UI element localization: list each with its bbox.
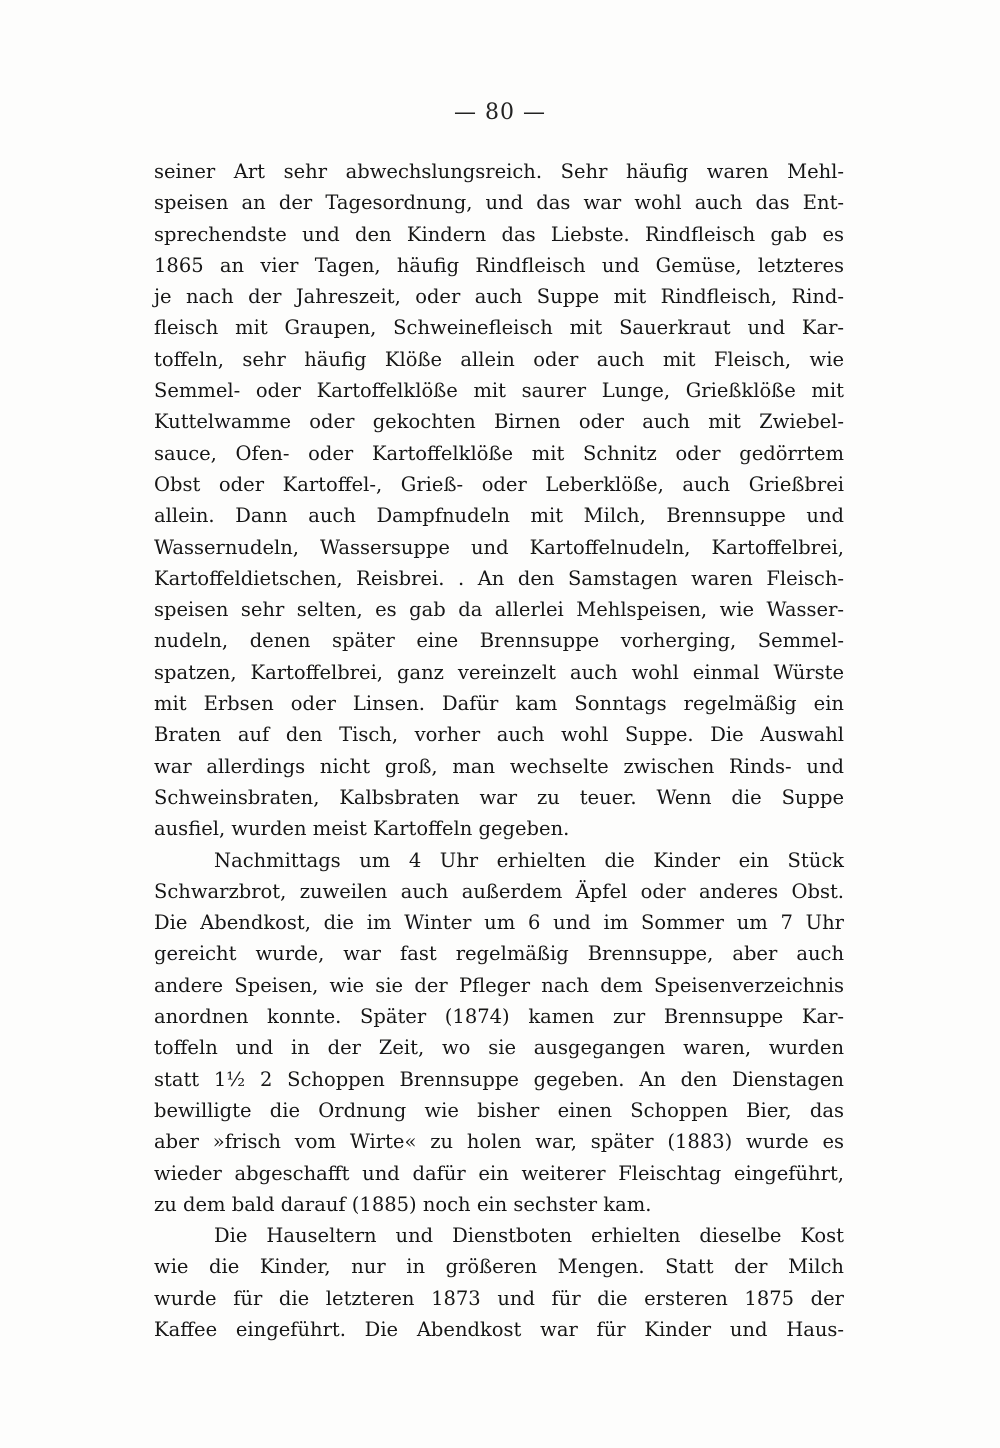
text-line: Semmel- oder Kartoffelklöße mit saurer Lunge, Grießklöße mit xyxy=(154,379,844,403)
text-line: andere Speisen, wie sie der Pfleger nach dem Speisenverzeichnis xyxy=(154,973,844,997)
text-line: anordnen konnte. Später (1874) kamen zur Brennsuppe Kar- xyxy=(154,1005,844,1029)
text-line: Kartoffeldietschen, Reisbrei. . An den Samstagen waren Fleisch- xyxy=(154,566,844,590)
text-line: wurde für die letzteren 1873 und für die ersteren 1875 der xyxy=(154,1286,844,1310)
text-line: speisen an der Tagesordnung, und das war wohl auch das Ent- xyxy=(154,191,844,215)
paragraph xyxy=(154,1220,844,1345)
text-line: wieder abgeschafft und dafür ein weiterer Fleischtag eingeführt, xyxy=(154,1161,844,1185)
text-line: Wassernudeln, Wassersuppe und Kartoffelnudeln, Kartoffelbrei, xyxy=(154,535,844,559)
text-line: 1865 an vier Tagen, häufig Rindfleisch und Gemüse, letzteres xyxy=(154,253,844,277)
text-line: wie die Kinder, nur in größeren Mengen. Statt der Milch xyxy=(154,1255,844,1279)
paragraph xyxy=(154,845,844,1221)
text-line: zu dem bald darauf (1885) noch ein sechster kam. xyxy=(154,1192,652,1216)
text-line: Kaffee eingeführt. Die Abendkost war für Kinder und Haus- xyxy=(154,1317,844,1341)
text-line: statt 1½ 2 Schoppen Brennsuppe gegeben. An den Dienstagen xyxy=(154,1067,844,1091)
text-line: aber »frisch vom Wirte« zu holen war, später (1883) wurde es xyxy=(154,1130,844,1154)
text-line: ausfiel, wurden meist Kartoffeln gegeben. xyxy=(154,817,570,841)
text-line: sauce, Ofen- oder Kartoffelklöße mit Schnitz oder gedörrtem xyxy=(154,441,844,465)
text-line: toffeln und in der Zeit, wo sie ausgegangen waren, wurden xyxy=(154,1036,844,1060)
text-line: fleisch mit Graupen, Schweinefleisch mit Sauerkraut und Kar- xyxy=(154,316,844,340)
text-line: speisen sehr selten, es gab da allerlei Mehlspeisen, wie Wasser- xyxy=(154,598,844,622)
text-line: nudeln, denen später eine Brennsuppe vorherging, Semmel- xyxy=(154,629,844,653)
text-line: Schweinsbraten, Kalbsbraten war zu teuer. Wenn die Suppe xyxy=(154,785,844,809)
text-line: allein. Dann auch Dampfnudeln mit Milch, Brennsuppe und xyxy=(154,504,844,528)
paragraph xyxy=(154,156,844,845)
text-line: spatzen, Kartoffelbrei, ganz vereinzelt auch wohl einmal Würste xyxy=(154,660,844,684)
text-line: seiner Art sehr abwechslungsreich. Sehr häufig waren Mehl- xyxy=(154,160,844,183)
text-line: Nachmittags um 4 Uhr erhielten die Kinder ein Stück xyxy=(214,848,844,872)
text-line: mit Erbsen oder Linsen. Dafür kam Sonntags regelmäßig ein xyxy=(154,692,844,716)
text-line: bewilligte die Ordnung wie bisher einen Schoppen Bier, das xyxy=(154,1098,844,1122)
text-line: war allerdings nicht groß, man wechselte zwischen Rinds- und xyxy=(154,754,844,778)
text-line: Die Hauseltern und Dienstboten erhielten dieselbe Kost xyxy=(214,1224,844,1248)
text-line: Braten auf den Tisch, vorher auch wohl Suppe. Die Auswahl xyxy=(154,723,844,747)
text-line: Die Abendkost, die im Winter um 6 und im Sommer um 7 Uhr xyxy=(154,911,844,935)
text-line: Schwarzbrot, zuweilen auch außerdem Äpfel oder anderes Obst. xyxy=(154,879,844,903)
text-line: sprechendste und den Kindern das Liebste. Rindfleisch gab es xyxy=(154,222,844,246)
text-line: Obst oder Kartoffel-, Grieß- oder Leberklöße, auch Grießbrei xyxy=(154,472,844,496)
text-line: gereicht wurde, war fast regelmäßig Brennsuppe, aber auch xyxy=(154,942,844,966)
text-line: toffeln, sehr häufig Klöße allein oder auch mit Fleisch, wie xyxy=(154,347,844,371)
body-text xyxy=(154,156,844,1345)
text-line: je nach der Jahreszeit, oder auch Suppe mit Rindfleisch, Rind- xyxy=(154,285,844,309)
page-number: — 80 — xyxy=(454,100,546,125)
text-line: Kuttelwamme oder gekochten Birnen oder auch mit Zwiebel- xyxy=(154,410,844,434)
